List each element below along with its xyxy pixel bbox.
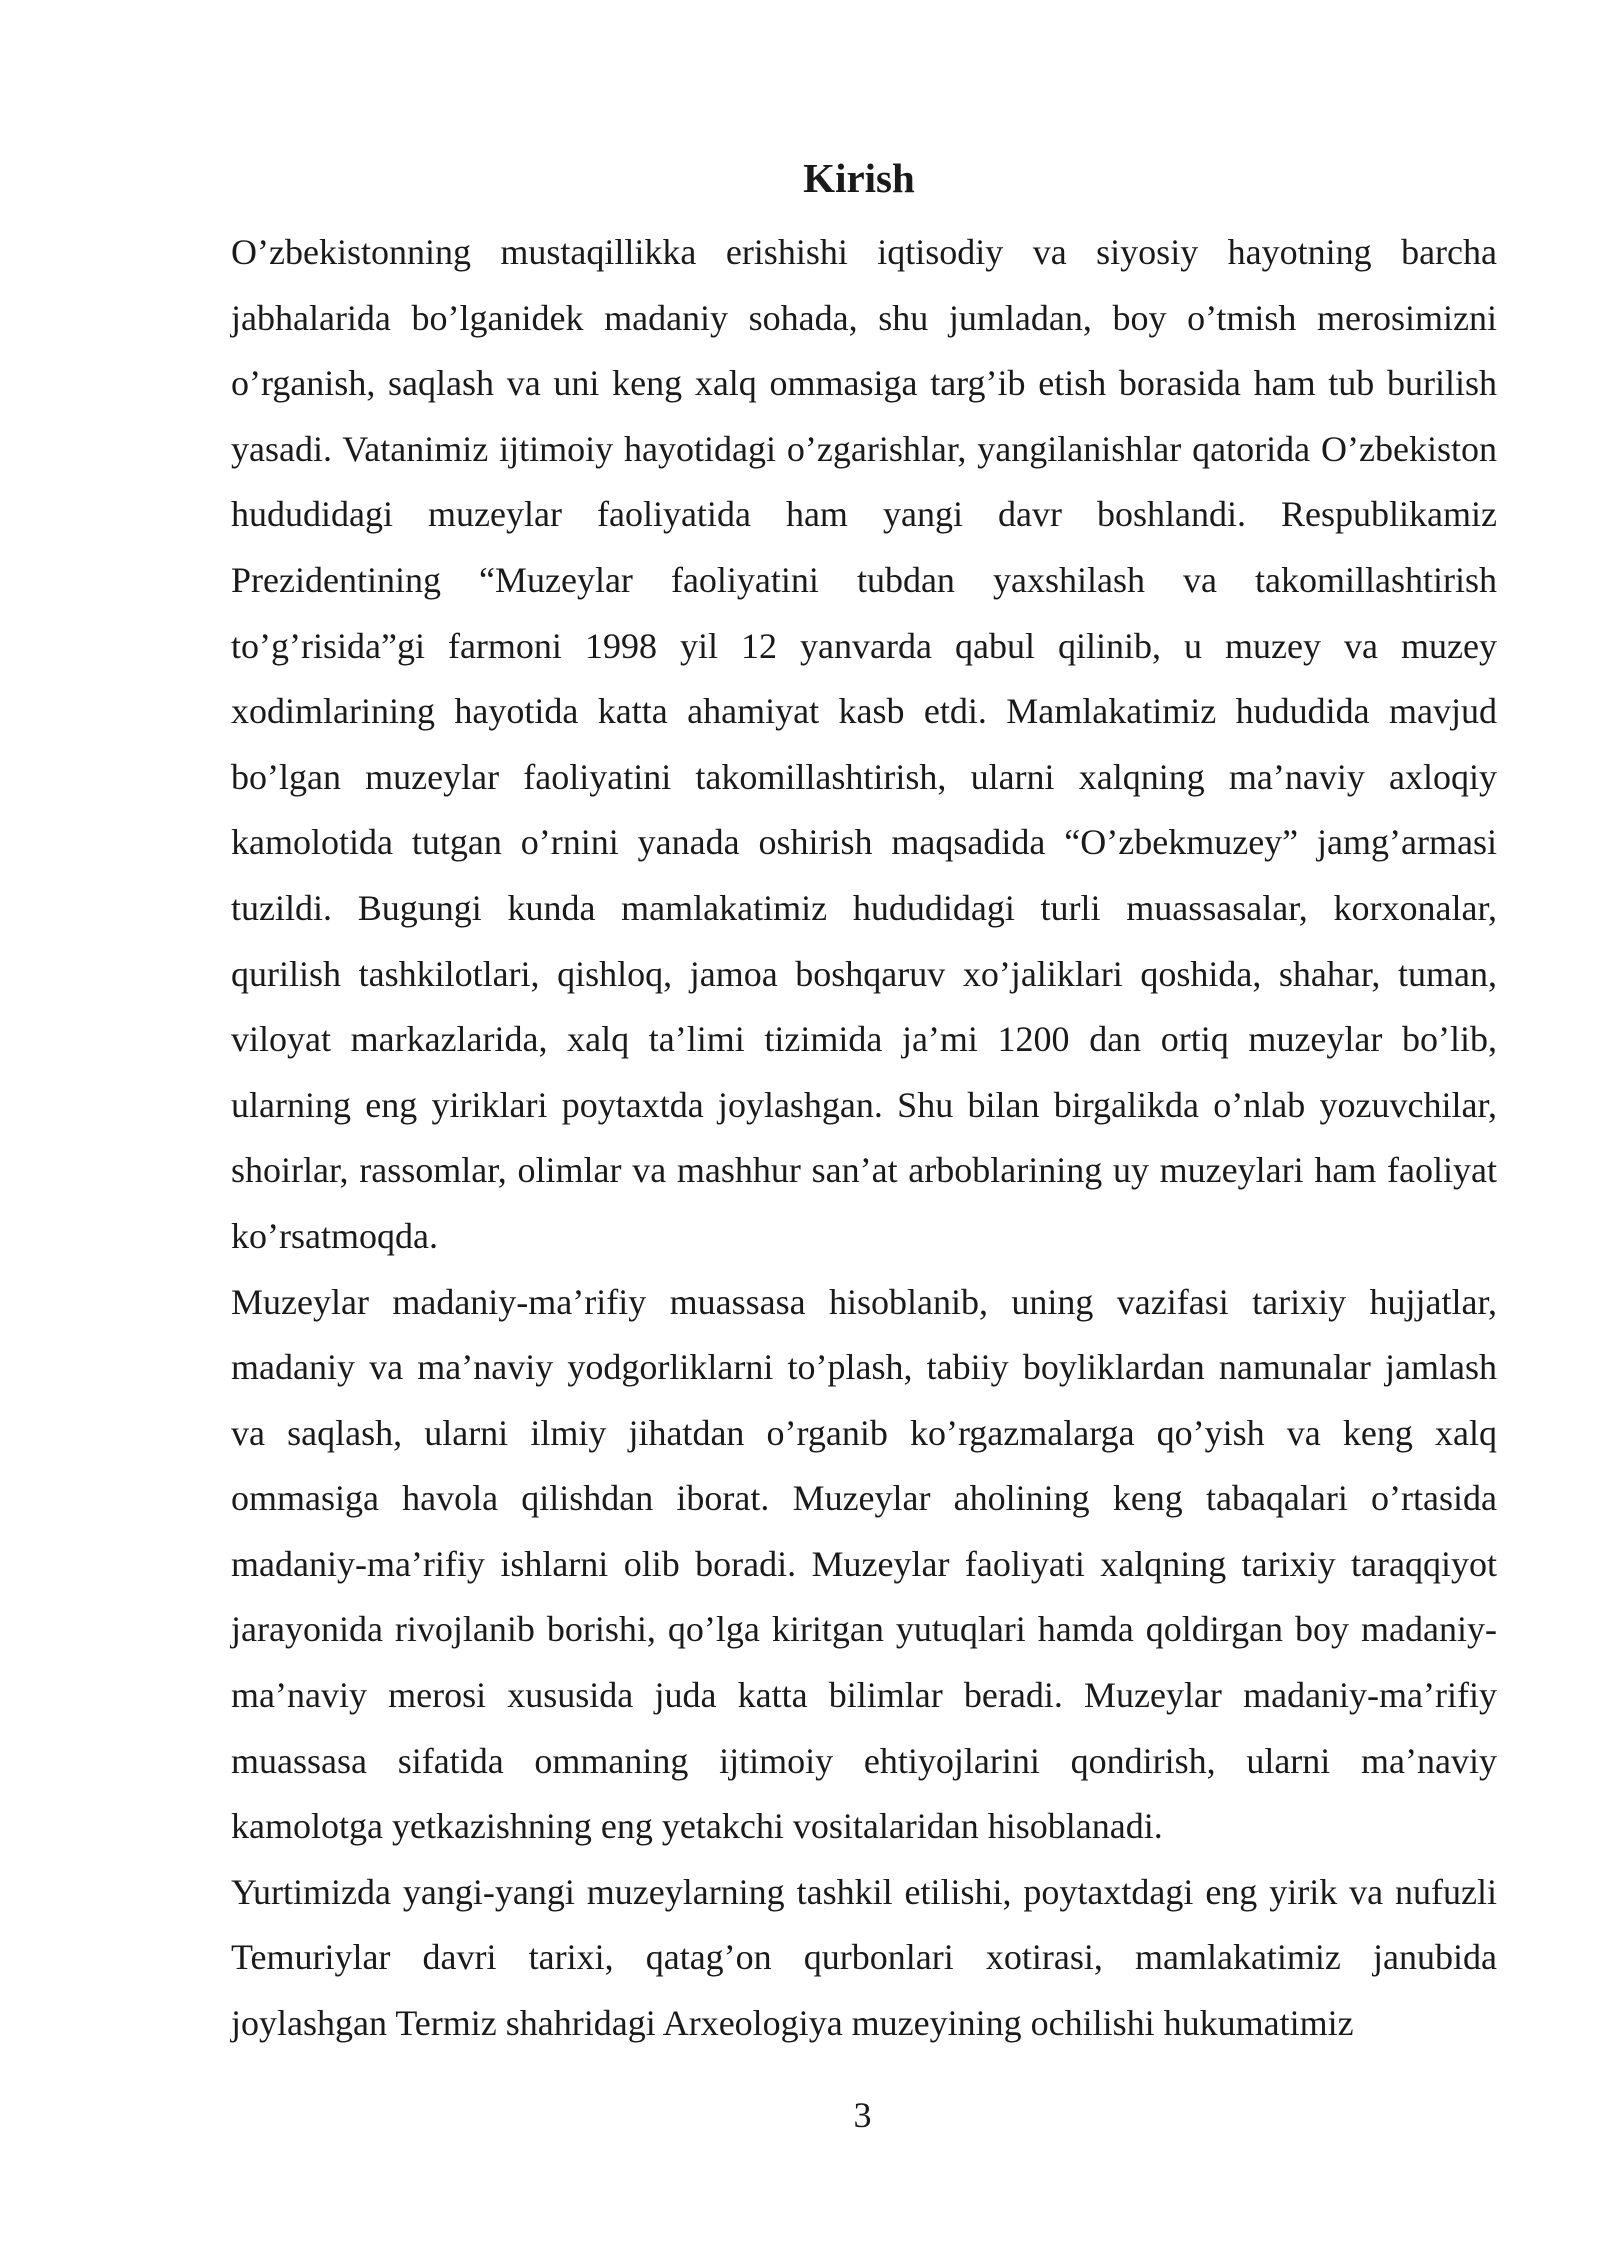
page-number: 3 (853, 2095, 872, 2135)
document-body (231, 220, 1497, 2057)
paragraph-1: O’zbekistonning mustaqillikka erishishi iqtisodiy va siyosiy hayotning barcha jabhalarida bo’lganidek madaniy sohada, shu jumladan, boy o’tmish merosimizni o’rganish, saqlash va uni keng xalq ommasiga targ’ib etish borasida ham tub burilish yasadi. Vatanimiz ijtimoiy hayotidagi o’zgarishlar, yangilanishlar qatorida O’zbekiston hududidagi muzeylar faoliyatida ham yangi davr boshlandi. Respublikamiz Prezidentining “Muzeylar faoliyatini tubdan yaxshilash va takomillashtirish to’g’risida”gi farmoni 1998 yil 12 yanvarda qabul qilinib, u muzey va muzey xodimlarining hayotida katta ahamiyat kasb etdi. Mamlakatimiz hududida mavjud bo’lgan muzeylar faoliyatini takomillashtirish, ularni xalqning ma’naviy axloqiy kamolotida tutgan o’rnini yanada oshirish maqsadida “O’zbekmuzey” jamg’armasi tuzildi. Bugungi kunda mamlakatimiz hududidagi turli muassasalar, korxonalar, qurilish tashkilotlari, qishloq, jamoa boshqaruv xo’jaliklari qoshida, shahar, tuman, viloyat markazlarida, xalq ta’limi tizimida ja’mi 1200 dan ortiq muzeylar bo’lib, ularning eng yiriklari poytaxtda joylashgan. Shu bilan birgalikda o’nlab yozuvchilar, shoirlar, rassomlar, olimlar va mashhur san’at arboblarining uy muzeylari ham faoliyat ko’rsatmoqda. (231, 232, 1497, 1256)
page-title: Kirish (803, 155, 915, 201)
paragraph-3: Yurtimizda yangi-yangi muzeylarning tashkil etilishi, poytaxtdagi eng yirik va nufuzli Temuriylar davri tarixi, qatag’on qurbonlari xotirasi, mamlakatimiz janubida joylashgan Termiz shahridagi Arxeologiya muzeyining ochilishi hukumatimiz (231, 1871, 1497, 2044)
paragraph-2: Muzeylar madaniy-ma’rifiy muassasa hisoblanib, uning vazifasi tarixiy hujjatlar, madaniy va ma’naviy yodgorliklarni to’plash, tabiiy boyliklardan namunalar jamlash va saqlash, ularni ilmiy jihatdan o’rganib ko’rgazmalarga qo’yish va keng xalq ommasiga havola qilishdan iborat. Muzeylar aholining keng tabaqalari o’rtasida madaniy-ma’rifiy ishlarni olib boradi. Muzeylar faoliyati xalqning tarixiy taraqqiyot jarayonida rivojlanib borishi, qo’lga kiritgan yutuqlari hamda qoldirgan boy madaniy-ma’naviy merosi xususida juda katta bilimlar beradi. Muzeylar madaniy-ma’rifiy muassasa sifatida ommaning ijtimoiy ehtiyojlarini qondirish, ularni ma’naviy kamolotga yetkazishning eng yetakchi vositalaridan hisoblanadi. (231, 1281, 1497, 1847)
